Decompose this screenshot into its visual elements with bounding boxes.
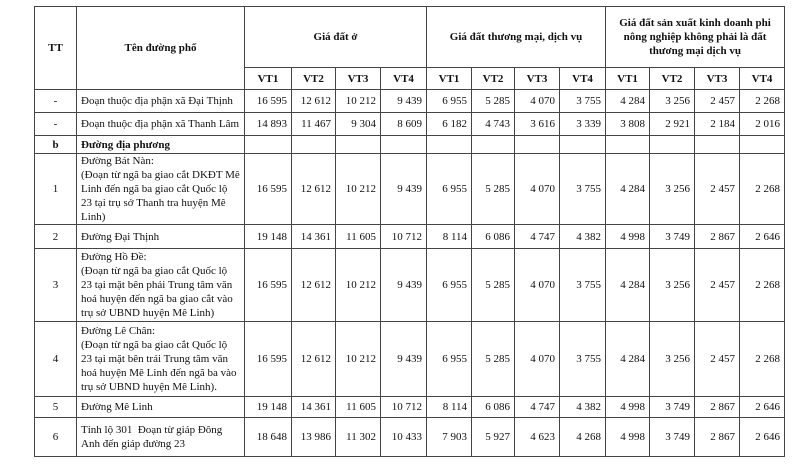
table-row	[35, 249, 785, 322]
price-cell: 4 284	[606, 154, 650, 225]
price-cell: 5 285	[472, 322, 515, 397]
price-cell: 5 285	[472, 154, 515, 225]
price-cell: 4 743	[472, 113, 515, 136]
price-cell: 2 268	[740, 90, 785, 113]
price-cell: 4 268	[560, 418, 606, 457]
price-cell: 11 302	[336, 418, 381, 457]
row-number: 4	[35, 322, 77, 397]
street-name: Đường Đại Thịnh	[77, 225, 245, 249]
price-cell: 11 467	[292, 113, 336, 136]
price-cell: 10 212	[336, 249, 381, 322]
price-cell: 11 605	[336, 225, 381, 249]
price-cell: 2 867	[695, 397, 740, 418]
price-cell: 8 114	[427, 397, 472, 418]
vt-header: VT3	[695, 68, 740, 90]
vt-header: VT2	[292, 68, 336, 90]
table-row	[35, 397, 785, 418]
price-cell: 4 284	[606, 322, 650, 397]
price-cell: 16 595	[245, 249, 292, 322]
price-cell: 7 903	[427, 418, 472, 457]
land-price-table-container	[34, 6, 785, 457]
price-cell: 4 382	[560, 225, 606, 249]
street-name: Đường Bát Nàn: (Đoạn từ ngã ba giao cắt DKĐT Mê Linh đến ngã ba giao cắt Quốc lộ 23 tại trụ sở Thanh tra huyện Mê Linh)	[77, 154, 245, 225]
price-cell: 4 284	[606, 90, 650, 113]
price-cell: 19 148	[245, 225, 292, 249]
price-cell: 2 184	[695, 113, 740, 136]
price-cell: 9 439	[381, 249, 427, 322]
row-number: -	[35, 90, 77, 113]
price-cell: 2 016	[740, 113, 785, 136]
price-cell: 6 086	[472, 397, 515, 418]
production-group-header: Giá đất sản xuất kinh doanh phi nông nghiệp không phải là đất thương mại dịch vụ	[606, 7, 785, 68]
price-cell: 14 893	[245, 113, 292, 136]
price-cell: 2 867	[695, 225, 740, 249]
price-cell: 6 955	[427, 90, 472, 113]
price-cell: 10 712	[381, 397, 427, 418]
price-cell: 3 755	[560, 90, 606, 113]
price-cell: 3 808	[606, 113, 650, 136]
price-cell: 4 747	[515, 397, 560, 418]
price-cell: 3 256	[650, 154, 695, 225]
vt-header: VT4	[740, 68, 785, 90]
price-cell: 4 382	[560, 397, 606, 418]
table-row	[35, 322, 785, 397]
section-row	[35, 136, 785, 154]
price-cell: 3 755	[560, 154, 606, 225]
price-cell: 4 998	[606, 418, 650, 457]
price-cell: 4 070	[515, 322, 560, 397]
vt-header: VT4	[560, 68, 606, 90]
price-cell: 12 612	[292, 154, 336, 225]
vt-header: VT3	[336, 68, 381, 90]
price-cell: 3 749	[650, 225, 695, 249]
price-cell: 6 955	[427, 249, 472, 322]
price-cell: 4 998	[606, 397, 650, 418]
price-cell: 3 256	[650, 249, 695, 322]
price-cell: 2 921	[650, 113, 695, 136]
street-name: Đường Lê Chân: (Đoạn từ ngã ba giao cắt Quốc lộ 23 tại mặt bên trái Trung tâm văn hoá huyện Mê Linh đến ngã ba vào trụ sở UBND huyện Mê Linh).	[77, 322, 245, 397]
row-number: 3	[35, 249, 77, 322]
price-cell: 10 712	[381, 225, 427, 249]
street-name: Đường Hồ Đề: (Đoạn từ ngã ba giao cắt Quốc lộ 23 tại mặt bên phải Trung tâm văn hoá huyện đến ngã ba giao cắt vào trụ sở UBND huyện Mê Linh)	[77, 249, 245, 322]
price-cell: 4 070	[515, 154, 560, 225]
table-row	[35, 113, 785, 136]
price-cell: 3 616	[515, 113, 560, 136]
price-cell: 12 612	[292, 322, 336, 397]
price-cell: 9 439	[381, 154, 427, 225]
price-cell: 8 609	[381, 113, 427, 136]
price-cell: 16 595	[245, 90, 292, 113]
section-title: Đường địa phương	[77, 136, 245, 154]
header-row	[35, 7, 785, 68]
table-row	[35, 154, 785, 225]
price-cell: 16 595	[245, 154, 292, 225]
vt-header: VT1	[245, 68, 292, 90]
price-cell: 2 268	[740, 154, 785, 225]
price-cell: 4 070	[515, 249, 560, 322]
vt-header: VT2	[650, 68, 695, 90]
price-cell: 9 439	[381, 90, 427, 113]
price-cell: 2 646	[740, 418, 785, 457]
price-cell: 10 212	[336, 90, 381, 113]
street-header: Tên đường phố	[77, 7, 245, 90]
price-cell: 2 457	[695, 322, 740, 397]
price-cell: 12 612	[292, 90, 336, 113]
price-cell: 6 086	[472, 225, 515, 249]
price-cell: 6 182	[427, 113, 472, 136]
price-cell: 2 646	[740, 397, 785, 418]
price-cell: 5 927	[472, 418, 515, 457]
street-name: Đoạn thuộc địa phận xã Đại Thịnh	[77, 90, 245, 113]
price-cell: 4 284	[606, 249, 650, 322]
price-cell: 13 986	[292, 418, 336, 457]
price-cell: 10 433	[381, 418, 427, 457]
price-cell: 5 285	[472, 90, 515, 113]
price-cell: 3 256	[650, 90, 695, 113]
vt-header: VT2	[472, 68, 515, 90]
price-cell: 9 439	[381, 322, 427, 397]
price-cell: 19 148	[245, 397, 292, 418]
price-cell: 3 749	[650, 418, 695, 457]
price-cell: 4 070	[515, 90, 560, 113]
price-cell: 2 867	[695, 418, 740, 457]
price-cell: 16 595	[245, 322, 292, 397]
land-price-table	[34, 6, 785, 457]
price-cell: 2 457	[695, 90, 740, 113]
vt-header: VT1	[427, 68, 472, 90]
price-cell: 3 755	[560, 249, 606, 322]
tt-header: TT	[35, 7, 77, 90]
street-name: Đoạn thuộc địa phận xã Thanh Lâm	[77, 113, 245, 136]
price-cell: 10 212	[336, 322, 381, 397]
price-cell: 2 457	[695, 249, 740, 322]
price-cell: 9 304	[336, 113, 381, 136]
street-name: Đường Mê Linh	[77, 397, 245, 418]
table-row	[35, 90, 785, 113]
row-number: 1	[35, 154, 77, 225]
vt-header: VT4	[381, 68, 427, 90]
row-number: -	[35, 113, 77, 136]
street-name: Tỉnh lộ 301 Đoạn từ giáp Đông Anh đến giáp đường 23	[77, 418, 245, 457]
row-number: 5	[35, 397, 77, 418]
price-cell: 2 268	[740, 322, 785, 397]
price-cell: 3 339	[560, 113, 606, 136]
price-cell: 11 605	[336, 397, 381, 418]
price-cell: 18 648	[245, 418, 292, 457]
price-cell: 12 612	[292, 249, 336, 322]
price-cell: 4 747	[515, 225, 560, 249]
price-cell: 2 457	[695, 154, 740, 225]
price-cell: 5 285	[472, 249, 515, 322]
price-cell: 10 212	[336, 154, 381, 225]
price-cell: 3 256	[650, 322, 695, 397]
vt-header: VT1	[606, 68, 650, 90]
price-cell: 3 749	[650, 397, 695, 418]
price-cell: 3 755	[560, 322, 606, 397]
vt-header: VT3	[515, 68, 560, 90]
table-row	[35, 418, 785, 457]
price-cell: 2 646	[740, 225, 785, 249]
row-number: 2	[35, 225, 77, 249]
commercial-group-header: Giá đất thương mại, dịch vụ	[427, 7, 606, 68]
price-cell: 2 268	[740, 249, 785, 322]
price-cell: 6 955	[427, 322, 472, 397]
price-cell: 6 955	[427, 154, 472, 225]
price-cell: 4 998	[606, 225, 650, 249]
price-cell: 8 114	[427, 225, 472, 249]
section-number: b	[35, 136, 77, 154]
table-row	[35, 225, 785, 249]
residential-group-header: Giá đất ở	[245, 7, 427, 68]
price-cell: 14 361	[292, 225, 336, 249]
price-cell: 14 361	[292, 397, 336, 418]
row-number: 6	[35, 418, 77, 457]
price-cell: 4 623	[515, 418, 560, 457]
